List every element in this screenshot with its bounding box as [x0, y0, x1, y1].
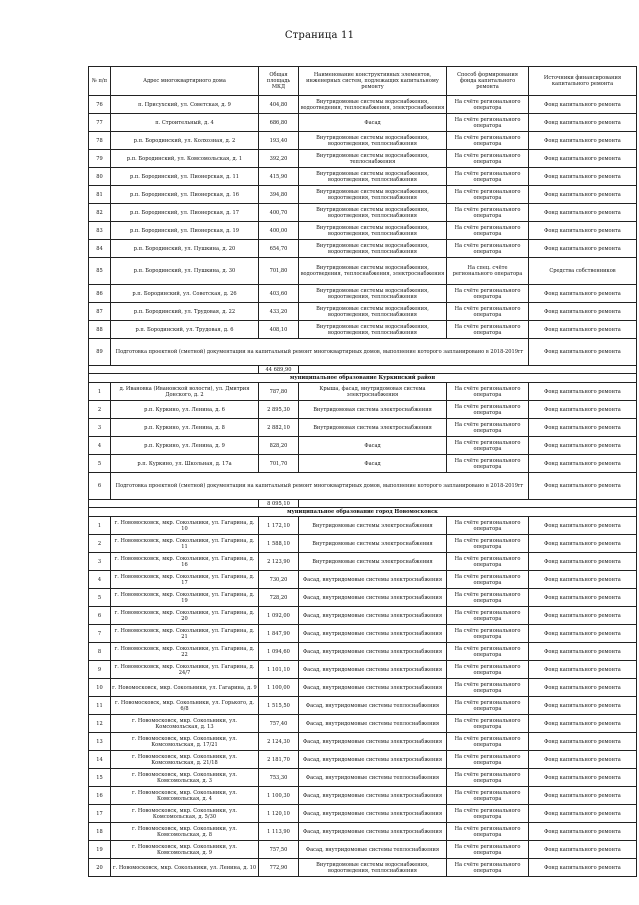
row-number: 82 [89, 204, 111, 222]
table-row [89, 625, 637, 643]
row-method: На счёте регионального оператора [447, 697, 529, 715]
table-row [89, 643, 637, 661]
row-address: р.п. Бородинский, ул. Трудовая, д. 22 [111, 303, 259, 321]
row-number: 18 [89, 823, 111, 841]
row-address: г. Новомосковск, мкр. Сокольники, ул. Гагарина, д. 21 [111, 625, 259, 643]
row-source: Фонд капитального ремонта [529, 321, 637, 339]
table-row [89, 321, 637, 339]
table-row [89, 96, 637, 114]
row-area: 2 882,10 [259, 419, 299, 437]
row-elements: Внутридомовые системы водоснабжения, водоотведения, теплоснабжения [299, 240, 447, 258]
row-address: г. Новомосковск, мкр. Сокольники, ул. Гагарина, д. 24/7 [111, 661, 259, 679]
row-number: 13 [89, 733, 111, 751]
row-number: 1 [89, 383, 111, 401]
row-address: р.п. Бородинский, ул. Колхозная, д. 2 [111, 132, 259, 150]
header-source: Источники финансирования капитального ремонта [529, 67, 637, 96]
row-number: 86 [89, 285, 111, 303]
row-area: 1 588,10 [259, 535, 299, 553]
subtotal-row [89, 500, 637, 508]
row-area: 2 895,30 [259, 401, 299, 419]
row-source: Фонд капитального ремонта [529, 186, 637, 204]
row-number: 81 [89, 186, 111, 204]
table-row [89, 240, 637, 258]
subtotal-spacer [89, 366, 259, 374]
row-area: 701,80 [259, 258, 299, 285]
row-address: г. Новомосковск, мкр. Сокольники, ул. Комсомольская, д. 4 [111, 787, 259, 805]
row-method: На счёте регионального оператора [447, 751, 529, 769]
row-number: 12 [89, 715, 111, 733]
row-source: Фонд капитального ремонта [529, 285, 637, 303]
row-source: Фонд капитального ремонта [529, 823, 637, 841]
table-row [89, 168, 637, 186]
row-source: Фонд капитального ремонта [529, 383, 637, 401]
row-source: Фонд капитального ремонта [529, 643, 637, 661]
row-area: 828,20 [259, 437, 299, 455]
row-address: р.п. Бородинский, ул. Пионерская, д. 17 [111, 204, 259, 222]
row-elements: Фасад, внутридомовые системы электроснабжения [299, 787, 447, 805]
row-area: 2 181,70 [259, 751, 299, 769]
row-area: 1 101,10 [259, 661, 299, 679]
row-area: 686,80 [259, 114, 299, 132]
row-elements: Фасад, внутридомовые системы электроснабжения [299, 823, 447, 841]
municipality-section-row [89, 508, 637, 517]
table-header-row [89, 67, 637, 96]
row-address: г. Новомосковск, мкр. Сокольники, ул. Гагарина, д. 10 [111, 517, 259, 535]
row-area: 394,80 [259, 186, 299, 204]
row-area: 404,80 [259, 96, 299, 114]
row-area: 1 100,00 [259, 679, 299, 697]
row-area: 392,20 [259, 150, 299, 168]
row-elements: Внутридомовые системы водоснабжения, водоотведения, теплоснабжения, электроснабжения [299, 258, 447, 285]
table-row [89, 222, 637, 240]
header-num: № п/п [89, 67, 111, 96]
row-elements: Внутридомовые системы водоснабжения, водоотведения, теплоснабжения [299, 186, 447, 204]
table-row [89, 805, 637, 823]
row-address: д. Ивановка (Ивановской волости), ул. Дмитрия Донского, д. 2 [111, 383, 259, 401]
table-row [89, 553, 637, 571]
row-source: Фонд капитального ремонта [529, 625, 637, 643]
row-address: г. Новомосковск, мкр. Сокольники, ул. Горького, д. 6/8 [111, 697, 259, 715]
table-row [89, 715, 637, 733]
table-row [89, 859, 637, 877]
row-address: г. Новомосковск, мкр. Сокольники, ул. Ленина, д. 10 [111, 859, 259, 877]
row-elements: Внутридомовые системы водоснабжения, водоотведения, теплоснабжения [299, 222, 447, 240]
row-area: 1 100,30 [259, 787, 299, 805]
row-address: г. Новомосковск, мкр. Сокольники, ул. Гагарина, д. 19 [111, 589, 259, 607]
row-address: г. Новомосковск, мкр. Сокольники, ул. Комсомольская, д. 9 [111, 841, 259, 859]
row-elements: Фасад, внутридомовые системы электроснабжения [299, 643, 447, 661]
row-source: Фонд капитального ремонта [529, 437, 637, 455]
row-method: На счёте регионального оператора [447, 222, 529, 240]
row-source: Фонд капитального ремонта [529, 401, 637, 419]
row-number: 11 [89, 697, 111, 715]
row-elements: Внутридомовые системы водоснабжения, водоотведения, теплоснабжения [299, 168, 447, 186]
row-number: 9 [89, 661, 111, 679]
row-address: г. Новомосковск, мкр. Сокольники, ул. Комсомольская, д. 17/21 [111, 733, 259, 751]
row-source: Фонд капитального ремонта [529, 339, 637, 366]
row-source: Фонд капитального ремонта [529, 589, 637, 607]
row-design-docs-text: Подготовка проектной (сметной) документации на капитальный ремонт многоквартирных домов, выполнение которого запланировано в 2018-2019гг [111, 473, 529, 500]
row-elements: Фасад, внутридомовые системы электроснабжения [299, 607, 447, 625]
row-area: 1 172,10 [259, 517, 299, 535]
row-method: На счёте регионального оператора [447, 321, 529, 339]
row-method: На счёте регионального оператора [447, 383, 529, 401]
row-number: 14 [89, 751, 111, 769]
row-number: 20 [89, 859, 111, 877]
municipality-section-row [89, 374, 637, 383]
row-method: На счёте регионального оператора [447, 437, 529, 455]
row-elements: Внутридомовые системы водоснабжения, водоотведения, теплоснабжения [299, 303, 447, 321]
row-area: 701,70 [259, 455, 299, 473]
row-method: На счёте регионального оператора [447, 859, 529, 877]
row-number: 77 [89, 114, 111, 132]
row-number: 16 [89, 787, 111, 805]
row-elements: Фасад, внутридомовые системы электроснабжения [299, 733, 447, 751]
table-row [89, 571, 637, 589]
table-row [89, 150, 637, 168]
row-method: На счёте регионального оператора [447, 204, 529, 222]
row-method: На счёте регионального оператора [447, 679, 529, 697]
row-area: 433,20 [259, 303, 299, 321]
row-area: 787,80 [259, 383, 299, 401]
row-source: Фонд капитального ремонта [529, 841, 637, 859]
row-method: На счёте регионального оператора [447, 571, 529, 589]
row-number: 5 [89, 589, 111, 607]
row-method: На счёте регионального оператора [447, 769, 529, 787]
table-row [89, 455, 637, 473]
row-number: 80 [89, 168, 111, 186]
row-method: На счёте регионального оператора [447, 114, 529, 132]
row-source: Фонд капитального ремонта [529, 517, 637, 535]
row-number: 15 [89, 769, 111, 787]
row-area: 408,10 [259, 321, 299, 339]
table-row [89, 733, 637, 751]
row-address: г. Новомосковск, мкр. Сокольники, ул. Комсомольская, д. 21/18 [111, 751, 259, 769]
table-row [89, 679, 637, 697]
row-source: Фонд капитального ремонта [529, 661, 637, 679]
row-number: 3 [89, 553, 111, 571]
row-address: р.п. Куркино, ул. Ленина, д. 9 [111, 437, 259, 455]
row-elements: Внутридомовые системы электроснабжения [299, 535, 447, 553]
row-source: Средства собственников [529, 258, 637, 285]
row-elements: Фасад, внутридомовые системы теплоснабжения [299, 715, 447, 733]
row-number: 19 [89, 841, 111, 859]
row-method: На счёте регионального оператора [447, 589, 529, 607]
row-method: На счёте регионального оператора [447, 787, 529, 805]
row-method: На счёте регионального оператора [447, 607, 529, 625]
row-area: 400,00 [259, 222, 299, 240]
row-method: На счёте регионального оператора [447, 715, 529, 733]
row-address: г. Новомосковск, мкр. Сокольники, ул. Гагарина, д. 17 [111, 571, 259, 589]
header-method: Способ формирования фонда капитального ремонта [447, 67, 529, 96]
table-row [89, 419, 637, 437]
row-method: На счёте регионального оператора [447, 132, 529, 150]
subtotal-row [89, 366, 637, 374]
row-address: г. Новомосковск, мкр. Сокольники, ул. Гагарина, д. 20 [111, 607, 259, 625]
row-method: На счёте регионального оператора [447, 661, 529, 679]
row-address: р.п. Бородинский, ул. Советская, д. 26 [111, 285, 259, 303]
row-design-docs-text: Подготовка проектной (сметной) документации на капитальный ремонт многоквартирных домов, выполнение которого запланировано в 2018-2019гг [111, 339, 529, 366]
row-number: 6 [89, 473, 111, 500]
row-area: 728,20 [259, 589, 299, 607]
header-area: Общая площадь МКД [259, 67, 299, 96]
row-area: 753,30 [259, 769, 299, 787]
row-elements: Фасад [299, 437, 447, 455]
row-method: На счёте регионального оператора [447, 303, 529, 321]
row-number: 3 [89, 419, 111, 437]
row-elements: Внутридомовые системы водоснабжения, водоотведения, теплоснабжения [299, 321, 447, 339]
row-method: На счёте регионального оператора [447, 841, 529, 859]
row-area: 1 120,10 [259, 805, 299, 823]
row-elements: Внутридомовые системы электроснабжения [299, 553, 447, 571]
row-address: р.п. Бородинский, ул. Пионерская, д. 11 [111, 168, 259, 186]
row-elements: Фасад, внутридомовые системы электроснабжения [299, 751, 447, 769]
row-elements: Внутридомовая система электроснабжения [299, 419, 447, 437]
row-number: 2 [89, 535, 111, 553]
row-source: Фонд капитального ремонта [529, 240, 637, 258]
row-number: 84 [89, 240, 111, 258]
row-method: На счёте регионального оператора [447, 733, 529, 751]
row-source: Фонд капитального ремонта [529, 303, 637, 321]
row-number: 1 [89, 517, 111, 535]
row-method: На счёте регионального оператора [447, 419, 529, 437]
row-number: 85 [89, 258, 111, 285]
row-address: п. Строительный, д. 4 [111, 114, 259, 132]
row-address: г. Новомосковск, мкр. Сокольники, ул. Гагарина, д. 16 [111, 553, 259, 571]
row-address: р.п. Куркино, ул. Школьная, д. 17а [111, 455, 259, 473]
municipality-name: муниципальное образование город Новомосковск [89, 508, 637, 517]
row-elements: Фасад [299, 455, 447, 473]
header-elements: Наименование конструктивных элементов, инженерных систем, подлежащих капитальному ремонту [299, 67, 447, 96]
subtotal-area: 44 689,90 [259, 366, 299, 374]
row-source: Фонд капитального ремонта [529, 455, 637, 473]
table-row [89, 823, 637, 841]
table-row [89, 401, 637, 419]
row-elements: Внутридомовые системы водоснабжения, водоотведения, теплоснабжения [299, 204, 447, 222]
row-area: 654,70 [259, 240, 299, 258]
row-source: Фонд капитального ремонта [529, 222, 637, 240]
row-area: 757,50 [259, 841, 299, 859]
row-number: 7 [89, 625, 111, 643]
row-source: Фонд капитального ремонта [529, 733, 637, 751]
repair-program-table [88, 66, 637, 877]
table-row [89, 186, 637, 204]
row-source: Фонд капитального ремонта [529, 787, 637, 805]
row-method: На счёте регионального оператора [447, 150, 529, 168]
row-area: 1 094,60 [259, 643, 299, 661]
row-elements: Фасад, внутридомовые системы электроснабжения [299, 571, 447, 589]
row-number: 5 [89, 455, 111, 473]
subtotal-area: 8 095,10 [259, 500, 299, 508]
row-method: На счёте регионального оператора [447, 285, 529, 303]
row-elements: Фасад, внутридомовые системы теплоснабжения [299, 769, 447, 787]
row-number: 17 [89, 805, 111, 823]
row-address: г. Новомосковск, мкр. Сокольники, ул. Гагарина, д. 9 [111, 679, 259, 697]
row-elements: Фасад, внутридомовые системы теплоснабжения [299, 697, 447, 715]
row-number: 10 [89, 679, 111, 697]
table-row [89, 114, 637, 132]
row-source: Фонд капитального ремонта [529, 473, 637, 500]
row-elements: Крыша, фасад, внутридомовая система электроснабжения [299, 383, 447, 401]
row-source: Фонд капитального ремонта [529, 168, 637, 186]
table-row [89, 787, 637, 805]
row-method: На счёте регионального оператора [447, 401, 529, 419]
row-method: На счёте регионального оператора [447, 625, 529, 643]
row-source: Фонд капитального ремонта [529, 571, 637, 589]
subtotal-spacer-right [299, 366, 637, 374]
subtotal-spacer [89, 500, 259, 508]
table-row [89, 303, 637, 321]
row-address: р.п. Бородинский, ул. Пионерская, д. 19 [111, 222, 259, 240]
table-row [89, 769, 637, 787]
row-address: р.п. Куркино, ул. Ленина, д. 6 [111, 401, 259, 419]
row-elements: Внутридомовые системы электроснабжения [299, 517, 447, 535]
row-number: 83 [89, 222, 111, 240]
row-source: Фонд капитального ремонта [529, 715, 637, 733]
row-address: р.п. Бородинский, ул. Пушкина, д. 30 [111, 258, 259, 285]
subtotal-spacer-right [299, 500, 637, 508]
row-area: 730,20 [259, 571, 299, 589]
row-number: 4 [89, 571, 111, 589]
row-method: На счёте регионального оператора [447, 517, 529, 535]
row-source: Фонд капитального ремонта [529, 132, 637, 150]
row-method: На счёте регионального оператора [447, 535, 529, 553]
row-number: 79 [89, 150, 111, 168]
table-row [89, 204, 637, 222]
row-number: 6 [89, 607, 111, 625]
row-source: Фонд капитального ремонта [529, 150, 637, 168]
row-method: На счёте регионального оператора [447, 168, 529, 186]
row-number: 4 [89, 437, 111, 455]
table-row [89, 535, 637, 553]
row-address: р.п. Бородинский, ул. Пионерская, д. 16 [111, 186, 259, 204]
row-source: Фонд капитального ремонта [529, 419, 637, 437]
table-row [89, 751, 637, 769]
table-row [89, 258, 637, 285]
row-elements: Фасад [299, 114, 447, 132]
table-row [89, 841, 637, 859]
row-address: г. Новомосковск, мкр. Сокольники, ул. Комсомольская, д. 3 [111, 769, 259, 787]
row-elements: Внутридомовые системы водоснабжения, водоотведения, теплоснабжения [299, 285, 447, 303]
row-area: 2 124,30 [259, 733, 299, 751]
table-row [89, 517, 637, 535]
row-area: 772,90 [259, 859, 299, 877]
row-source: Фонд капитального ремонта [529, 805, 637, 823]
row-source: Фонд капитального ремонта [529, 769, 637, 787]
row-address: г. Новомосковск, мкр. Сокольники, ул. Комсомольская, д. 5/30 [111, 805, 259, 823]
row-address: п. Присухский, ул. Советская, д. 9 [111, 96, 259, 114]
row-source: Фонд капитального ремонта [529, 859, 637, 877]
row-elements: Внутридомовые системы водоснабжения, водоотведения, теплоснабжения [299, 132, 447, 150]
row-number: 89 [89, 339, 111, 366]
table-row [89, 437, 637, 455]
row-address: г. Новомосковск, мкр. Сокольники, ул. Комсомольская, д. 8 [111, 823, 259, 841]
row-number: 88 [89, 321, 111, 339]
row-address: р.п. Бородинский, ул. Пушкина, д. 20 [111, 240, 259, 258]
row-number: 8 [89, 643, 111, 661]
row-method: На счёте регионального оператора [447, 643, 529, 661]
row-address: г. Новомосковск, мкр. Сокольники, ул. Гагарина, д. 11 [111, 535, 259, 553]
row-method: На счёте регионального оператора [447, 553, 529, 571]
row-area: 1 092,00 [259, 607, 299, 625]
row-area: 403,60 [259, 285, 299, 303]
row-area: 1 515,50 [259, 697, 299, 715]
row-elements: Фасад, внутридомовые системы электроснабжения [299, 589, 447, 607]
row-area: 400,70 [259, 204, 299, 222]
municipality-name: муниципальное образование Куркинский район [89, 374, 637, 383]
row-elements: Фасад, внутридомовые системы электроснабжения [299, 661, 447, 679]
page-title: Страница 11 [284, 30, 355, 41]
row-number: 76 [89, 96, 111, 114]
row-address: г. Новомосковск, мкр. Сокольники, ул. Комсомольская, д. 13 [111, 715, 259, 733]
table-row [89, 661, 637, 679]
row-elements: Внутридомовые системы водоснабжения, водоотведения, теплоснабжения [299, 859, 447, 877]
row-elements: Внутридомовые системы водоснабжения, водоотведения, теплоснабжения, электроснабжения [299, 96, 447, 114]
row-method: На счёте регионального оператора [447, 805, 529, 823]
row-area: 415,90 [259, 168, 299, 186]
row-source: Фонд капитального ремонта [529, 607, 637, 625]
row-method: На счёте регионального оператора [447, 186, 529, 204]
table-row [89, 383, 637, 401]
table-row [89, 589, 637, 607]
table-row [89, 132, 637, 150]
row-elements: Внутридомовые системы водоснабжения, теплоснабжения [299, 150, 447, 168]
row-number: 78 [89, 132, 111, 150]
row-elements: Фасад, внутридомовые системы электроснабжения [299, 805, 447, 823]
row-number: 2 [89, 401, 111, 419]
row-address: г. Новомосковск, мкр. Сокольники, ул. Гагарина, д. 22 [111, 643, 259, 661]
table-row [89, 607, 637, 625]
table-row [89, 697, 637, 715]
row-number: 87 [89, 303, 111, 321]
row-source: Фонд капитального ремонта [529, 204, 637, 222]
row-elements: Фасад, внутридомовые системы электроснабжения [299, 625, 447, 643]
row-address: р.п. Бородинский, ул. Трудовая, д. 6 [111, 321, 259, 339]
row-method: На счёте регионального оператора [447, 96, 529, 114]
design-docs-row [89, 473, 637, 500]
row-source: Фонд капитального ремонта [529, 96, 637, 114]
row-method: На счёте регионального оператора [447, 240, 529, 258]
row-source: Фонд капитального ремонта [529, 697, 637, 715]
row-area: 757,40 [259, 715, 299, 733]
row-address: р.п. Куркино, ул. Ленина, д. 8 [111, 419, 259, 437]
row-source: Фонд капитального ремонта [529, 114, 637, 132]
row-method: На счёте регионального оператора [447, 823, 529, 841]
row-elements: Фасад, внутридомовые системы теплоснабжения [299, 841, 447, 859]
row-elements: Внутридомовая система электроснабжения [299, 401, 447, 419]
row-address: р.п. Бородинский, ул. Комсомольская, д. 1 [111, 150, 259, 168]
row-elements: Фасад, внутридомовые системы электроснабжения [299, 679, 447, 697]
row-source: Фонд капитального ремонта [529, 553, 637, 571]
row-area: 1 847,90 [259, 625, 299, 643]
row-area: 193,40 [259, 132, 299, 150]
row-method: На спец. счёте регионального оператора [447, 258, 529, 285]
row-area: 1 113,90 [259, 823, 299, 841]
row-source: Фонд капитального ремонта [529, 535, 637, 553]
table-body [89, 96, 637, 877]
row-method: На счёте регионального оператора [447, 455, 529, 473]
header-address: Адрес многоквартирного дома [111, 67, 259, 96]
row-source: Фонд капитального ремонта [529, 679, 637, 697]
design-docs-row [89, 339, 637, 366]
table-row [89, 285, 637, 303]
row-area: 2 123,90 [259, 553, 299, 571]
row-source: Фонд капитального ремонта [529, 751, 637, 769]
